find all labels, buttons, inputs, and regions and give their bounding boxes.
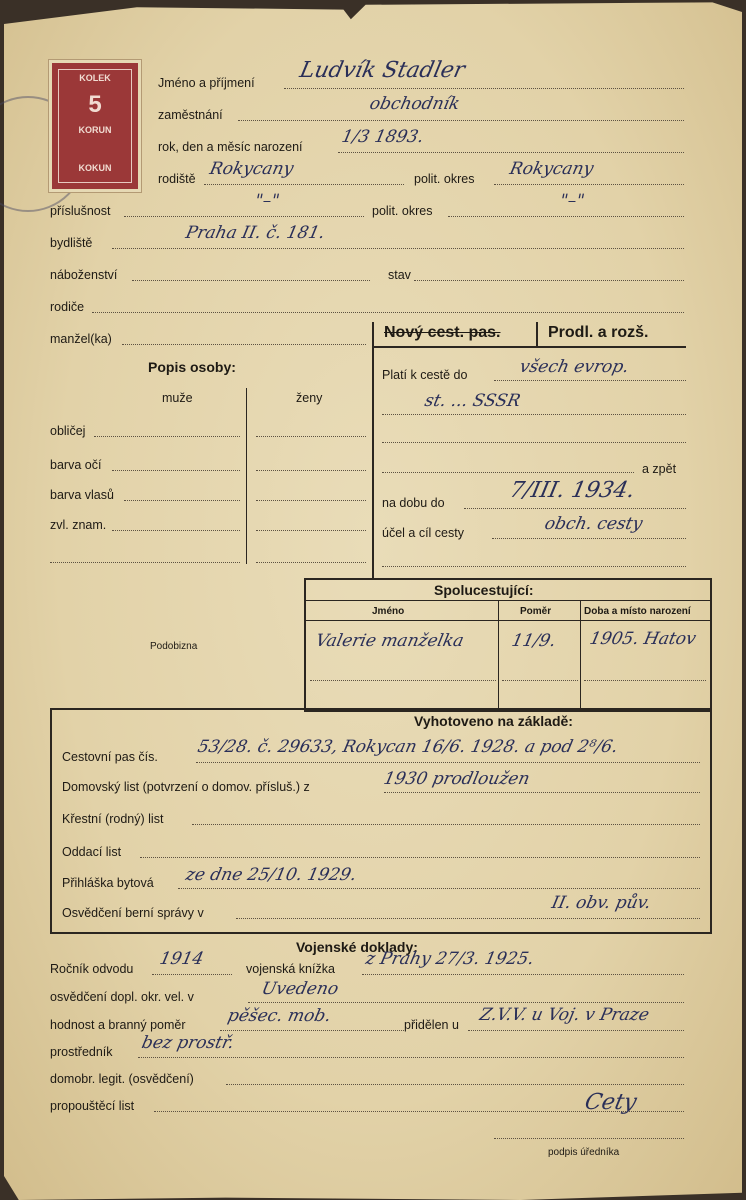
label-face: obličej <box>50 424 86 438</box>
official-signature: Cety <box>582 1090 639 1115</box>
value-birth-date: 1/3 1893. <box>339 127 426 147</box>
label-draft-year: Ročník odvodu <box>50 962 134 976</box>
value-companion-relation: 11/9. <box>509 631 558 651</box>
label-valid-until: na dobu do <box>382 496 445 510</box>
label-and-back: a zpět <box>642 462 677 476</box>
label-purpose: účel a cíl cesty <box>382 526 464 540</box>
label-assigned: přidělen u <box>404 1018 459 1032</box>
value-birthplace: Rokycany <box>207 159 296 179</box>
label-birth-date: rok, den a měsíc narození <box>158 140 303 154</box>
value-companion-name: Valerie manželka <box>313 631 466 651</box>
value-residence-registration: ze dne 25/10. 1929. <box>183 865 359 885</box>
value-supplementary: Uvedeno <box>259 979 341 999</box>
label-home-certificate: Domovský list (potvrzení o domov. přísluš.) z <box>62 780 310 794</box>
value-purpose: obch. cesty <box>542 514 645 534</box>
heading-new-passport: Nový cest. pas. <box>384 324 501 341</box>
label-marriage-certificate: Oddací list <box>62 845 122 859</box>
label-military-book: vojenská knížka <box>246 962 335 976</box>
value-home-certificate: 1930 prodloužen <box>381 769 532 789</box>
value-draft-year: 1914 <box>157 949 206 969</box>
value-passport-no: 53/28. č. 29633, Rokycan 16/6. 1928. a pod 2⁸/6. <box>195 737 620 757</box>
label-rank: hodnost a branný poměr <box>50 1018 186 1032</box>
label-religion: náboženství <box>50 268 118 282</box>
label-occupation: zaměstnání <box>158 108 223 122</box>
value-valid-until: 7/III. 1934. <box>507 478 638 503</box>
value-intermediary: bez prostř. <box>139 1033 236 1053</box>
column-female: ženy <box>296 391 323 405</box>
value-occupation: obchodník <box>367 94 462 114</box>
heading-issued-basis: Vyhotoveno na základě: <box>414 713 573 729</box>
label-birthplace: rodiště <box>158 172 196 186</box>
label-passport-no: Cestovní pas čís. <box>62 750 158 764</box>
section-description: Popis osoby: <box>148 359 236 375</box>
label-residence: bydliště <box>50 236 93 250</box>
value-residence: Praha II. č. 181. <box>183 223 327 243</box>
value-valid-for: všech evrop. <box>517 357 631 377</box>
label-supplementary: osvědčení dopl. okr. vel. v <box>50 990 194 1004</box>
value-district: Rokycany <box>507 159 596 179</box>
label-intermediary: prostředník <box>50 1045 113 1059</box>
label-birth-certificate: Křestní (rodný) list <box>62 812 164 826</box>
value-tax-certificate: II. obv. pův. <box>549 893 653 913</box>
column-birth: Doba a místo narození <box>584 606 691 617</box>
label-signature: podpis úředníka <box>548 1147 620 1158</box>
heading-military: Vojenské doklady: <box>296 939 418 955</box>
label-marks: zvl. znam. <box>50 518 107 532</box>
heading-fellow-travelers: Spolucestující: <box>434 582 534 598</box>
value-rank: pěšec. mob. <box>225 1006 333 1026</box>
label-name: Jméno a příjmení <box>158 76 255 90</box>
value-assigned: Z.V.V. u Voj. v Praze <box>477 1005 651 1025</box>
value-military-book: z Prahy 27/3. 1925. <box>363 949 536 969</box>
photo-placeholder: Podobizna <box>150 641 198 652</box>
label-valid-for: Platí k cestě do <box>382 368 468 382</box>
column-male: muže <box>162 391 193 405</box>
label-spouse: manžel(ka) <box>50 332 112 346</box>
label-parents: rodiče <box>50 300 85 314</box>
column-relation: Poměr <box>520 606 552 617</box>
label-hair-color: barva vlasů <box>50 488 114 502</box>
label-legitimation: domobr. legit. (osvědčení) <box>50 1072 194 1086</box>
value-companion-birth: 1905. Hatov <box>587 629 698 649</box>
label-district: polit. okres <box>414 172 475 186</box>
revenue-stamp: KOLEK 5 KORUN KOKUN <box>49 60 141 192</box>
value-name: Ludvík Stadler <box>297 58 468 83</box>
value-citizenship: "–" <box>252 191 282 211</box>
label-tax-certificate: Osvědčení berní správy v <box>62 906 204 920</box>
label-eye-color: barva očí <box>50 458 102 472</box>
column-name: Jméno <box>372 606 405 617</box>
label-district-2: polit. okres <box>372 204 433 218</box>
label-discharge: propouštěcí list <box>50 1099 135 1113</box>
label-marital-status: stav <box>388 268 411 282</box>
heading-extension: Prodl. a rozš. <box>548 324 649 341</box>
value-valid-for-2: st. ... SSSR <box>422 391 523 411</box>
label-citizenship: příslušnost <box>50 204 111 218</box>
label-residence-registration: Přihláška bytová <box>62 876 154 890</box>
value-district-2: "–" <box>557 191 587 211</box>
